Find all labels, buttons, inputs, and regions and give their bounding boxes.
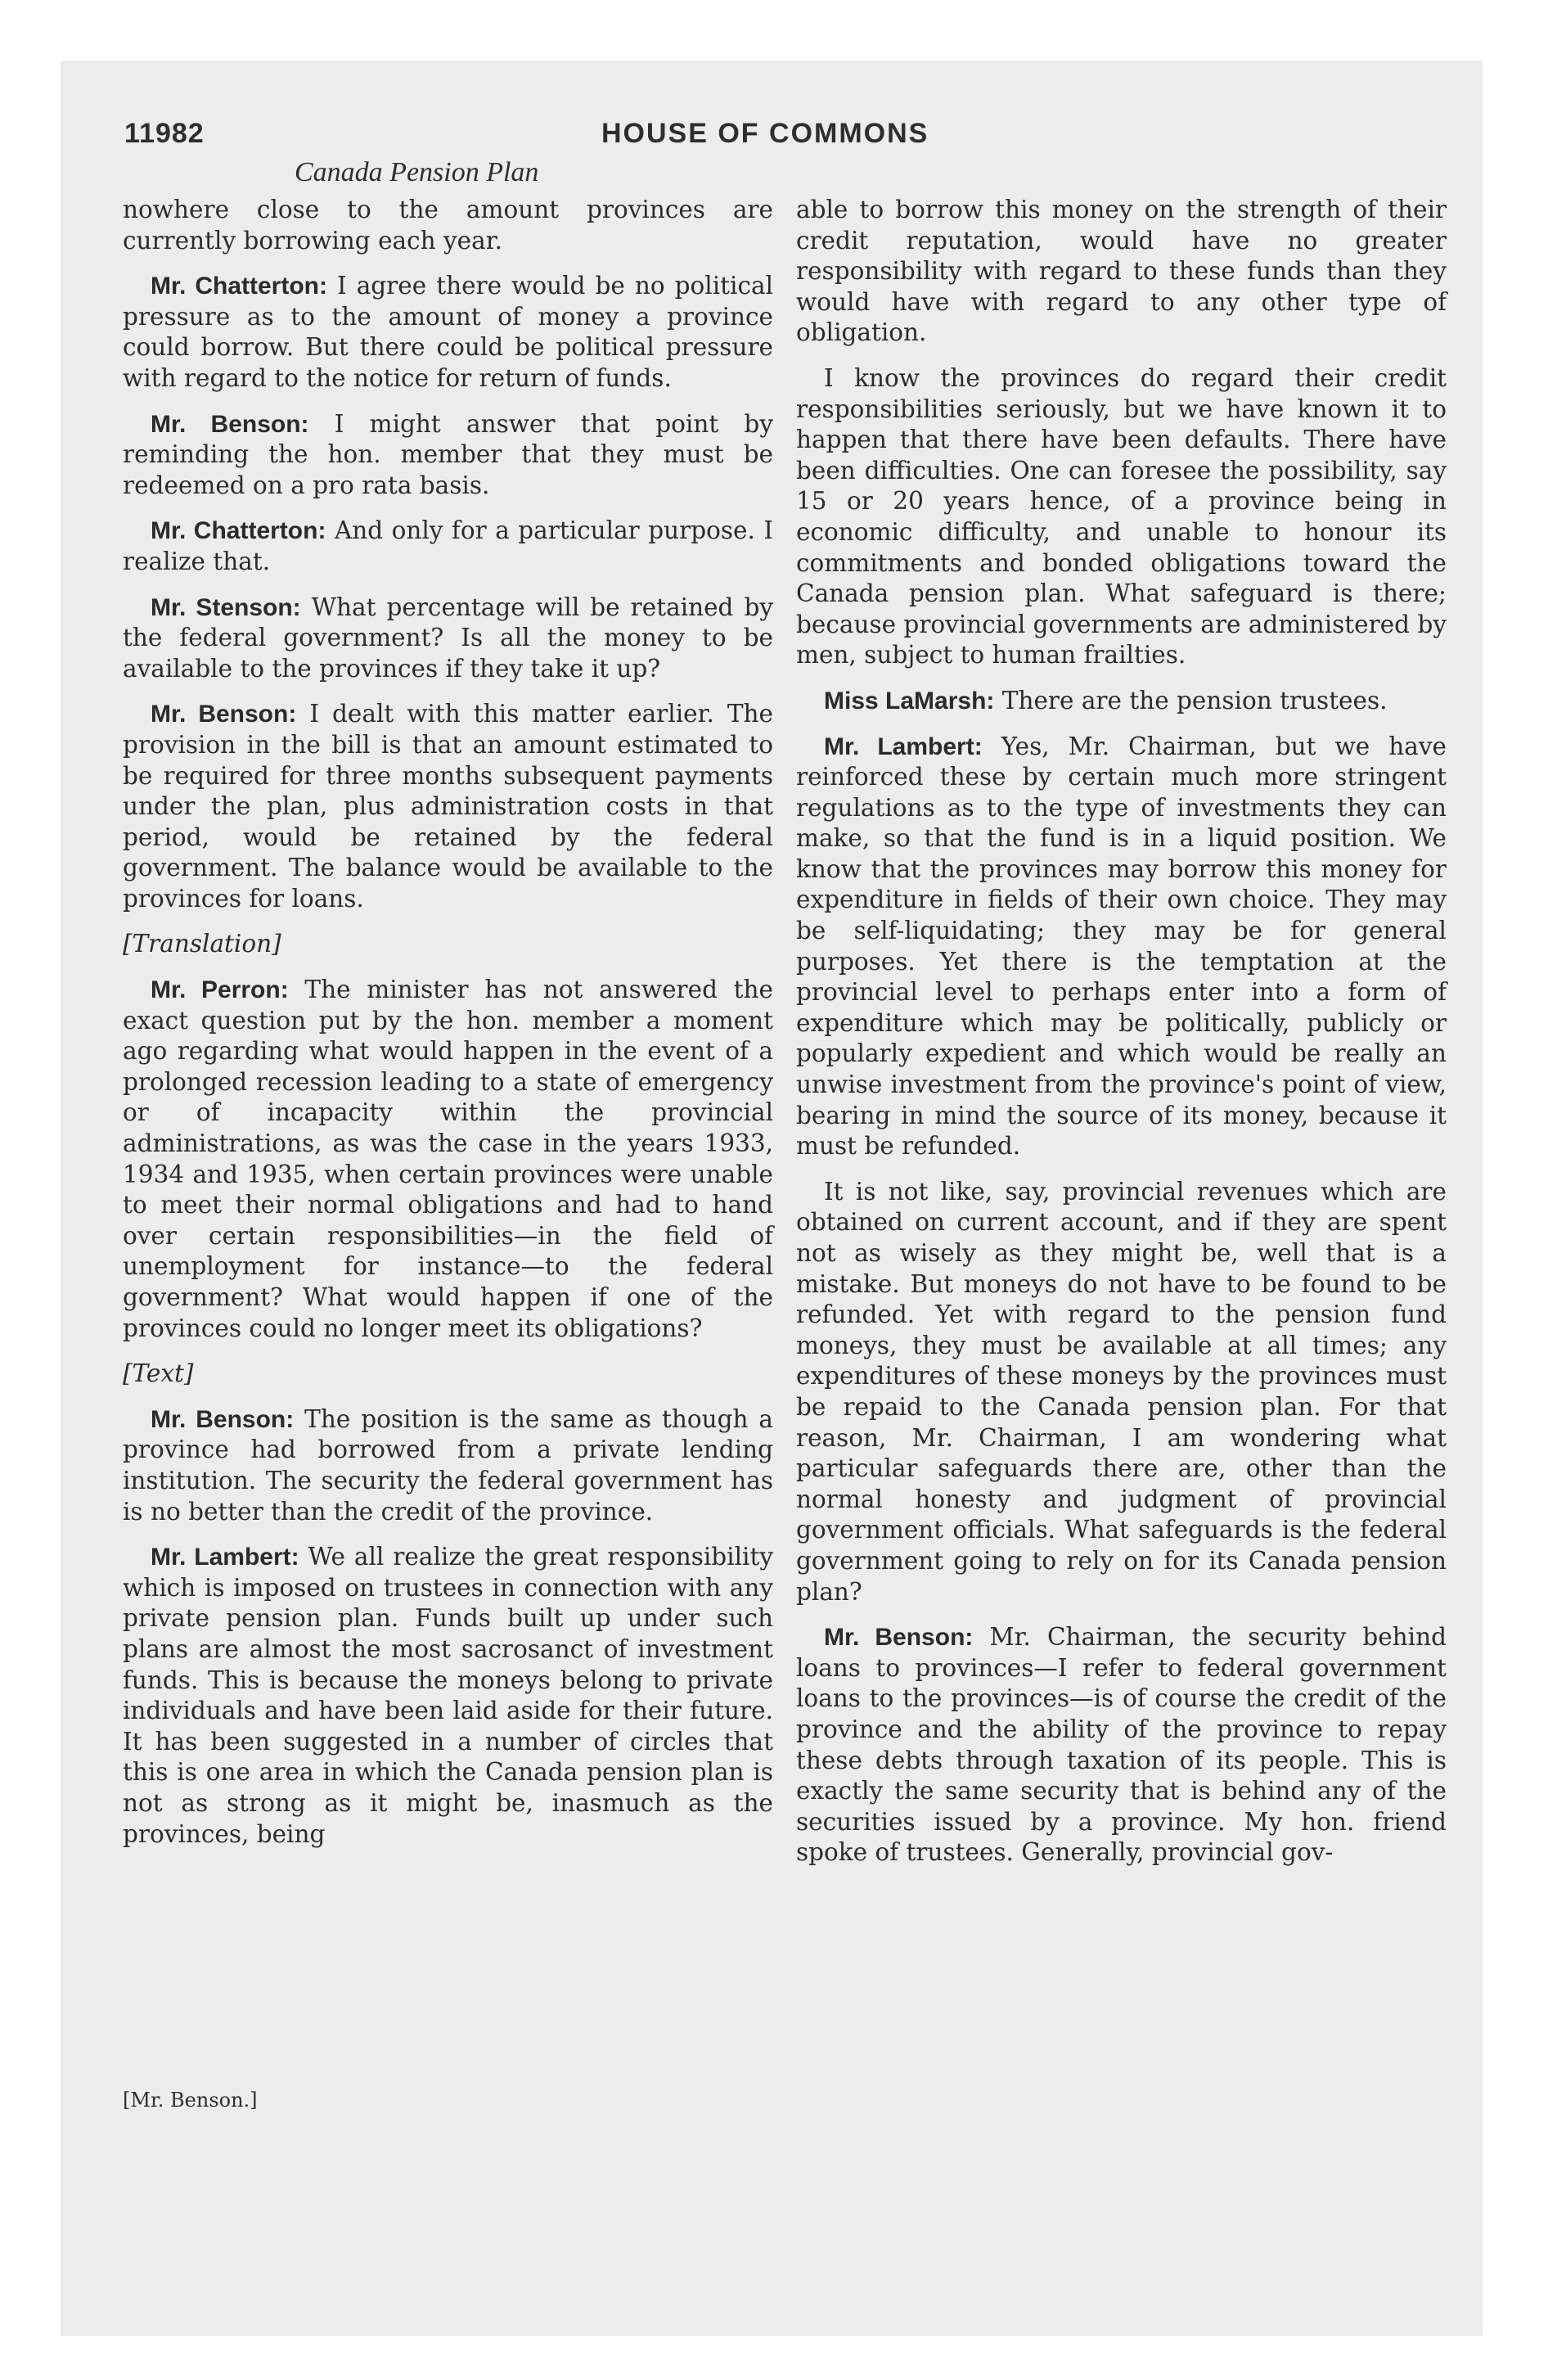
speaker-name: Miss LaMarsh: xyxy=(824,687,995,714)
speech-paragraph xyxy=(123,699,773,914)
speech-paragraph xyxy=(796,732,1447,1162)
speech-text: Yes, Mr. Chairman, but we have reinforced these by certain much more stringent regulations as to the type of investments they can make, so that the fund is in a liquid position. We know that the provinces may borrow this money for expenditure in fields of their own choice. They may be self-liquidating; they may be for general purposes. Yet there is the temptation at the provincial level to perhaps enter into a form of expenditure which may be politically, publicly or popularly expedient and which would be really an unwise investment from the province's point of view, bearing in mind the source of its money, because it must be refunded. xyxy=(796,732,1447,1161)
speaker-name: Mr. Lambert: xyxy=(824,732,983,760)
speech-text: There are the pension trustees. xyxy=(994,686,1388,714)
speech-paragraph xyxy=(123,975,773,1344)
speaker-name: Mr. Benson: xyxy=(151,1405,295,1433)
speaker-name: Mr. Benson: xyxy=(824,1624,974,1652)
speech-paragraph xyxy=(123,409,773,502)
speech-paragraph xyxy=(123,593,773,685)
speech-paragraph xyxy=(796,1622,1447,1868)
speech-paragraph xyxy=(123,1542,773,1850)
speaker-name: Mr. Chatterton: xyxy=(151,517,326,545)
translation-marker: [Translation] xyxy=(123,930,281,958)
footer-speaker-note: [Mr. Benson.] xyxy=(123,2089,258,2112)
speaker-name: Mr. Lambert: xyxy=(151,1544,299,1571)
paragraph xyxy=(796,363,1447,671)
speech-text: The position is the same as though a province had borrowed from a private lending institution. The security the federal government has is no better than the credit of the province. xyxy=(123,1404,773,1526)
paragraph xyxy=(123,195,773,256)
speaker-name: Mr. Perron: xyxy=(151,976,289,1004)
speaker-name: Mr. Chatterton: xyxy=(151,273,327,300)
right-column xyxy=(796,195,1447,1883)
speaker-name: Mr. Benson: xyxy=(151,701,297,728)
paragraph-text: nowhere close to the amount provinces are currently borrowing each year. xyxy=(123,196,773,255)
page-number: 11982 xyxy=(124,118,205,149)
section-title: Canada Pension Plan xyxy=(295,157,539,187)
speech-text: We all realize the great responsibility which is imposed on trustees in connection with any private pension plan. Funds built up under such plans are almost the most sacrosanct of investment funds. This is because the moneys belong to private individuals and have been laid aside for their future. It has been suggested in a number of circles that this is one area in which the Canada pension plan is not as strong as it might be, inasmuch as the provinces, being xyxy=(123,1543,773,1848)
speech-paragraph xyxy=(123,1404,773,1527)
text-marker: [Text] xyxy=(123,1359,194,1388)
speech-text: I dealt with this matter earlier. The provision in the bill is that an amount estimated to be required for three months subsequent payments under the plan, plus administration costs in that period, would be retained by the federal government. The balance would be available to the provinces for loans. xyxy=(123,700,773,913)
speech-text: I might answer that point by reminding the hon. member that they must be redeemed on a pro rata basis. xyxy=(123,409,773,499)
paragraph-text: I know the provinces do regard their credit responsibilities seriously, but we have known it to happen that there have been defaults. There have been difficulties. One can foresee the possibility, say 15 or 20 years hence, of a province being in economic difficulty, and unable to honour its commitments and bonded obligations toward the Canada pension plan. What safeguard is there; because provincial governments are administered by men, subject to human frailties. xyxy=(796,363,1447,669)
running-header: HOUSE OF COMMONS xyxy=(601,118,929,149)
speech-text: I agree there would be no political pressure as to the amount of money a province could borrow. But there could be political pressure with regard to the notice for return of funds. xyxy=(123,272,773,392)
speech-paragraph xyxy=(123,516,773,577)
paragraph xyxy=(796,1177,1447,1607)
speech-text: Mr. Chairman, the security behind loans to provinces—I refer to federal government loans to the provinces—is of course the credit of the province and the ability of the province to repay these debts through taxation of its people. This is exactly the same security that is behind any of the securities issued by a province. My hon. friend spoke of trustees. Generally, provincial gov- xyxy=(796,1623,1447,1867)
paragraph-text: It is not like, say, provincial revenues which are obtained on current account, and if they are spent not as wisely as they might be, well that is a mistake. But moneys do not have to be found to be refunded. Yet with regard to the pension fund moneys, they must be available at all times; any expenditures of these moneys by the provinces must be repaid to the Canada pension plan. For that reason, Mr. Chairman, I am wondering what particular safeguards there are, other than the normal honesty and judgment of provincial government officials. What safeguards is the federal government going to rely on for its Canada pension plan? xyxy=(796,1177,1447,1606)
speech-paragraph xyxy=(123,271,773,394)
speaker-name: Mr. Benson: xyxy=(151,410,309,438)
left-column xyxy=(123,195,773,1864)
speech-paragraph xyxy=(796,686,1447,717)
speech-text: The minister has not answered the exact question put by the hon. member a moment ago regarding what would happen in the event of a prolonged recession leading to a state of emergency or of incapacity within the provincial administrations, as was the case in the years 1933, 1934 and 1935, when certain provinces were unable to meet their normal obligations and had to hand over certain responsibilities—in the field of unemployment for instance—to the federal government? What would happen if one of the provinces could no longer meet its obligations? xyxy=(123,976,773,1342)
paragraph xyxy=(796,195,1447,349)
paragraph-text: able to borrow this money on the strength of their credit reputation, would have no greater responsibility with regard to these funds than they would have with regard to any other type of obligation. xyxy=(796,196,1447,347)
speech-text: And only for a particular purpose. I realize that. xyxy=(123,516,773,575)
speaker-name: Mr. Stenson: xyxy=(151,593,301,621)
speech-text: What percentage will be retained by the federal government? Is all the money to be available to the provinces if they take it up? xyxy=(123,593,774,683)
